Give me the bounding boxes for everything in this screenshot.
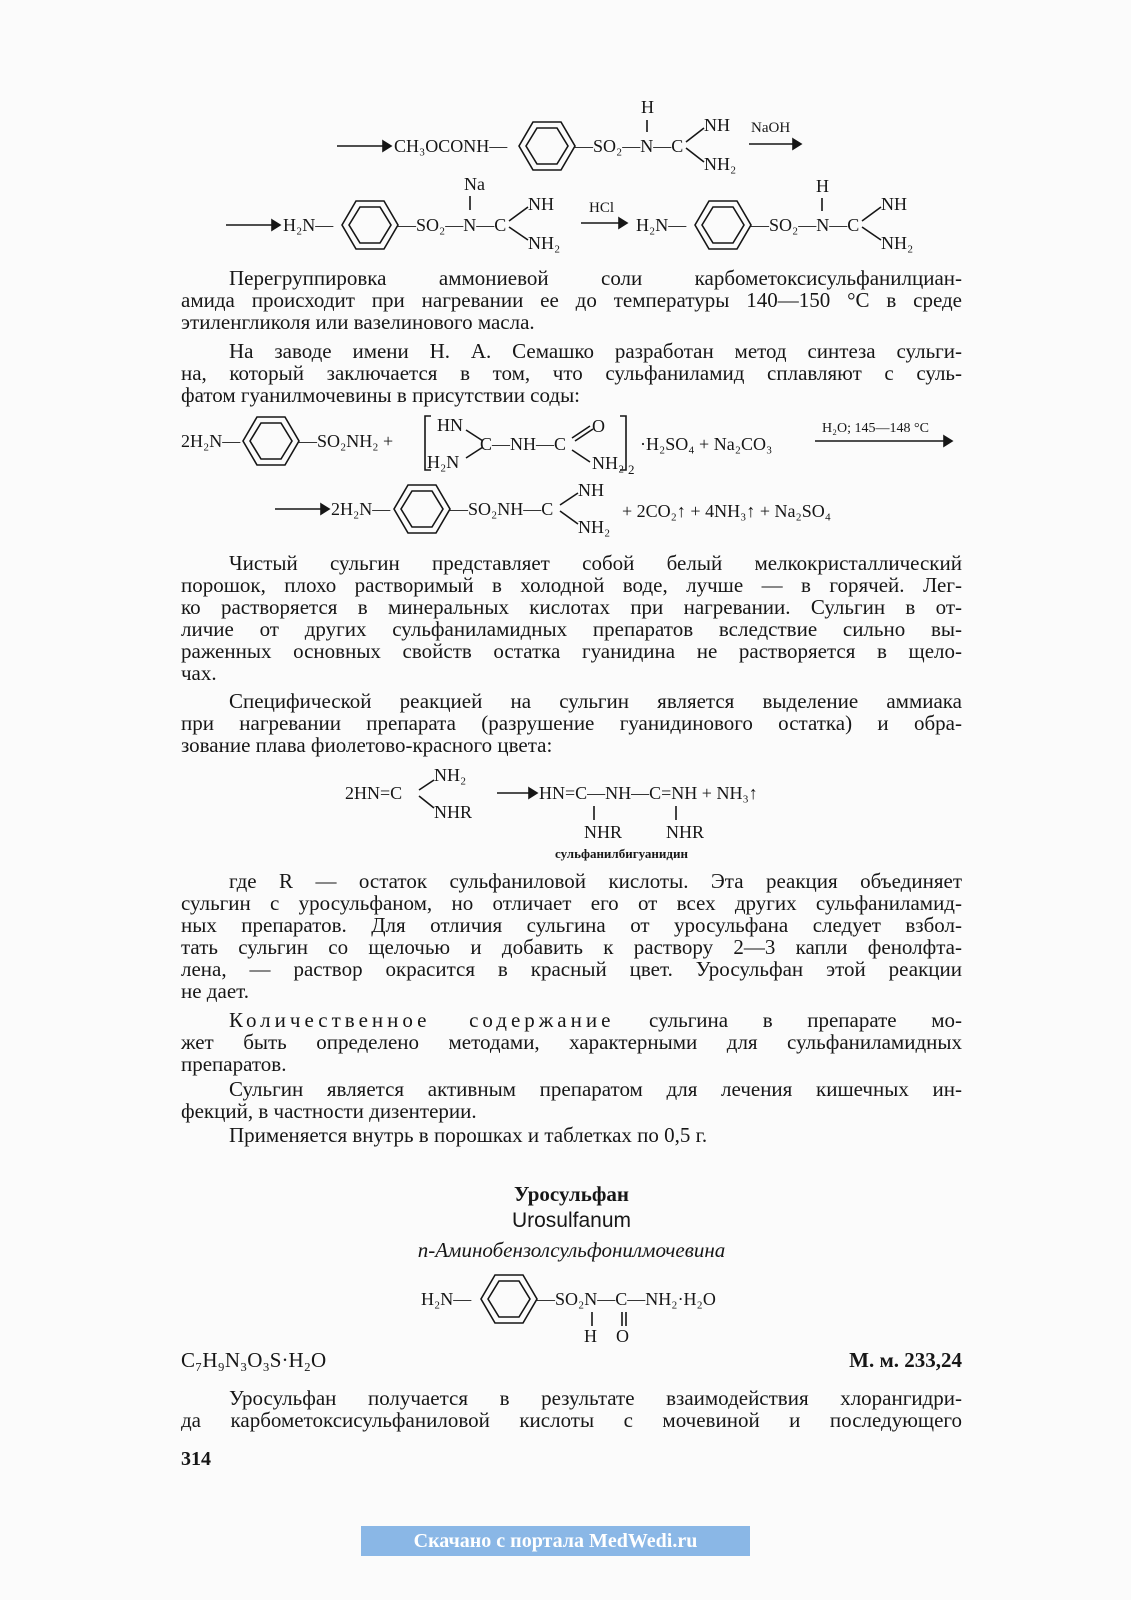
paragraph-2	[181, 340, 962, 406]
text-line: личие от других сульфаниламидных препаратов вследствие сильно вы-	[181, 617, 962, 641]
scheme2-so2nh2: —SO₂NH₂ +	[299, 431, 394, 451]
text-line: фекций, в частности дизентерии.	[181, 1099, 477, 1123]
scheme2-hn: HN	[437, 415, 463, 435]
scheme2-row2-right: + 2CO₂↑ + 4NH₃↑ + Na₂SO₄	[622, 501, 832, 521]
section-chemical-name: n-Аминобензолсульфонилмочевина	[417, 1238, 726, 1262]
scheme3-nhr: NHR	[434, 802, 473, 822]
text-line: при нагревании препарата (разрушение гуанидинового остатка) и обра-	[181, 711, 962, 735]
scheme1-so2c: —SO₂—N—C	[751, 215, 860, 235]
text-line: Уросульфан получается в результате взаимодействия хлорангидри-	[229, 1386, 962, 1410]
text-line: Применяется внутрь в порошках и таблетках по 0,5 г.	[229, 1123, 708, 1147]
text-line: раженных основных свойств остатка гуанидина не растворяется в щело-	[181, 639, 962, 663]
scheme1-nhc: NH	[881, 194, 907, 214]
text-line: на, который заключается в том, что сульфаниламид сплавляют с суль-	[181, 361, 962, 385]
benzene-ring	[695, 201, 751, 249]
scheme1-nh2c: NH₂	[881, 233, 914, 253]
reaction-scheme-1	[0, 90, 1131, 260]
paragraph-9	[181, 1387, 962, 1431]
scheme1-h: H	[641, 97, 654, 117]
reaction-scheme-2	[0, 410, 1131, 540]
page-number: 314	[181, 1448, 211, 1470]
scheme1-hcl: HCl	[589, 200, 615, 216]
text-line: Чистый сульгин представляет собой белый мелкокристаллический	[229, 551, 962, 575]
scheme1-h2n-b: H₂N—	[636, 215, 687, 235]
text-line: На заводе имени Н. А. Семашко разработан метод синтеза сульги-	[229, 339, 962, 363]
text-line: зование плава фиолетово-красного цвета:	[181, 733, 553, 757]
paragraph-6	[181, 1009, 962, 1075]
scheme1-cond: NaOH	[751, 120, 791, 136]
text-line: тать сульгин со щелочью и добавить к раствору 2—3 капли фенолфта-	[181, 935, 962, 959]
section-latin-name: Urosulfanum	[511, 1209, 632, 1232]
text-line: не дает.	[181, 979, 249, 1003]
text-line: где R — остаток сульфаниловой кислоты. Эта реакция объединяет	[229, 869, 962, 893]
structure-urosulfan	[0, 1270, 1131, 1350]
scheme1-h2n: H₂N—	[283, 215, 334, 235]
paragraph-8	[181, 1124, 962, 1146]
scheme2-row2-so2: —SO₂NH—C	[450, 499, 554, 519]
scheme3-left: 2HN=C	[345, 783, 403, 803]
scheme3-product: HN=C—NH—C=NH + NH₃↑	[539, 783, 758, 803]
scheme1-so2: —SO₂—N—C	[575, 136, 684, 156]
paragraph-7	[181, 1078, 962, 1122]
paragraph-4	[181, 690, 962, 756]
spaced-term: Количественное содержание	[229, 1008, 615, 1032]
scheme1-nh2: NH₂	[704, 154, 737, 174]
scheme2-row2-nh: NH	[578, 480, 604, 500]
scheme4-o: O	[616, 1326, 629, 1346]
scheme1-reagent: CH₃OCONH—	[394, 136, 508, 156]
scheme2-salts: ·H₂SO₄ + Na₂CO₃	[640, 434, 773, 454]
paragraph-3	[181, 552, 962, 684]
scheme2-h2n: H₂N	[427, 452, 460, 472]
scheme2-row2-left: 2H₂N—	[331, 499, 391, 519]
scheme2-cond: H₂O; 145—148 °C	[822, 421, 929, 436]
scheme2-chain: C—NH—C	[480, 434, 567, 454]
scheme1-nhb: NH	[528, 194, 554, 214]
text-line: Специфической реакцией на сульгин является выделение аммиака	[229, 689, 962, 713]
scheme2-row2-nh2: NH₂	[578, 517, 611, 537]
benzene-ring	[394, 485, 450, 533]
benzene-ring	[519, 122, 575, 170]
scheme4-h: H	[584, 1326, 597, 1346]
scheme4-h2n: H₂N—	[421, 1289, 472, 1309]
paragraph-1	[181, 267, 962, 333]
text-line: ных препаратов. Для отличия сульгина от уросульфана следует взбол-	[181, 913, 962, 937]
scheme2-left: 2H₂N—	[181, 431, 241, 451]
reaction-scheme-3	[0, 760, 1131, 860]
text-line: лена, — раствор окрасится в красный цвет. Уросульфан этой реакции	[181, 957, 962, 981]
text-line: препаратов.	[181, 1052, 287, 1076]
paragraph-5	[181, 870, 962, 1002]
scheme3-nh2: NH₂	[434, 765, 467, 785]
text-line: Сульгин является активным препаратом для лечения кишечных ин-	[229, 1077, 962, 1101]
text-line: чах.	[181, 661, 217, 685]
text-line: этиленгликоля или вазелинового масла.	[181, 310, 535, 334]
text-line: жет быть определено методами, характерными для сульфаниламидных	[181, 1030, 962, 1054]
benzene-ring	[243, 417, 299, 465]
text-line: сульгин с уросульфаном, но отличает его от всех других сульфаниламид-	[181, 891, 962, 915]
scheme3-nhr2: NHR	[666, 822, 705, 842]
watermark-banner[interactable]: Скачано с портала MedWedi.ru	[361, 1526, 750, 1556]
scheme3-nhr1: NHR	[584, 822, 623, 842]
benzene-ring	[342, 201, 398, 249]
text-line: да карбометоксисульфаниловой кислоты с мочевиной и последующего	[181, 1408, 962, 1432]
text-fragment: сульгина в препарате мо-	[614, 1008, 962, 1032]
scheme2-nh2: NH₂	[592, 453, 625, 473]
scheme1-h-b: H	[816, 176, 829, 196]
section-title: Уросульфан	[514, 1182, 629, 1206]
scheme2-sub: 2	[628, 462, 635, 477]
scheme1-na: Na	[464, 174, 485, 194]
molecular-formula: C₇H₉N₃O₃S·H₂O	[181, 1348, 327, 1372]
text-line	[181, 1009, 962, 1031]
scheme1-nh: NH	[704, 115, 730, 135]
text-line: ко растворяется в минеральных кислотах при нагревании. Сульгин в от-	[181, 595, 962, 619]
text-line: фатом гуанилмочевины в присутствии соды:	[181, 383, 581, 407]
scheme2-o: O	[592, 416, 605, 436]
scheme3-caption: сульфанилбигуанидин	[555, 846, 688, 861]
scheme4-chain: —SO₂N—C—NH₂·H₂O	[537, 1289, 716, 1309]
scheme1-so2b: —SO₂—N—C	[398, 215, 507, 235]
scheme1-nh2b: NH₂	[528, 233, 561, 253]
molecular-mass: М. м. 233,24	[849, 1348, 962, 1372]
text-line: порошок, плохо растворимый в холодной воде, лучше — в горячей. Лег-	[181, 573, 962, 597]
text-line: Перегруппировка аммониевой соли карбометоксисульфанилциан-	[229, 266, 962, 290]
text-line: амида происходит при нагревании ее до температуры 140—150 °С в среде	[181, 288, 962, 312]
benzene-ring	[481, 1275, 537, 1323]
